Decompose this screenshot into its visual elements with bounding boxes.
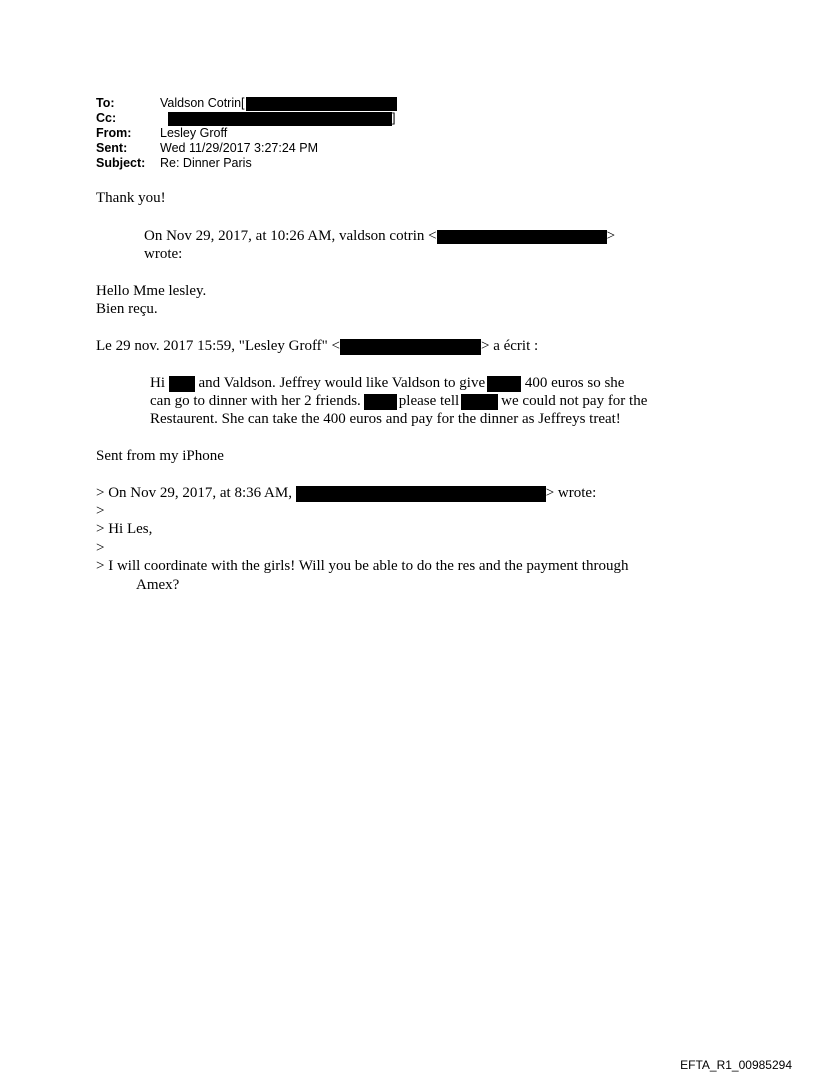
subject-value: Re: Dinner Paris	[160, 156, 252, 170]
redaction-bar	[461, 394, 498, 410]
redaction-bar	[487, 376, 521, 392]
to-label: To:	[96, 96, 115, 110]
para-we: we could not pay for the	[501, 393, 648, 409]
from-value: Lesley Groff	[160, 126, 228, 140]
le29-line	[96, 337, 538, 355]
hello-line: Hello Mme lesley.	[96, 283, 207, 299]
quote2-wrote: > wrote:	[545, 485, 597, 501]
quote2-hi: > Hi Les,	[96, 521, 153, 537]
quote2-gt2: >	[96, 540, 105, 556]
redaction-bar	[168, 112, 392, 126]
quote2-will: > I will coordinate with the girls! Will you be able to do the res and the payment through	[96, 558, 629, 574]
para-please: please tell	[398, 393, 460, 409]
sent-from-line: Sent from my iPhone	[96, 448, 224, 464]
redaction-bar	[169, 376, 195, 392]
le29-text: Le 29 nov. 2017 15:59, "Lesley Groff" <	[96, 338, 340, 354]
para-line1	[150, 374, 624, 392]
from-row	[96, 126, 397, 141]
cc-close-bracket: ]	[392, 111, 396, 125]
quote1-line2: wrote:	[144, 246, 183, 262]
from-label: From:	[96, 126, 132, 140]
sent-value: Wed 11/29/2017 3:27:24 PM	[160, 141, 318, 155]
le29-tail: > a écrit :	[481, 338, 539, 354]
bien-line: Bien reçu.	[96, 301, 158, 317]
redaction-bar	[364, 394, 397, 410]
to-row	[96, 96, 397, 111]
quote1-close: >	[606, 228, 616, 244]
to-value: Valdson Cotrin[	[160, 96, 245, 110]
para-line3: Restaurent. She can take the 400 euros and pay for the dinner as Jeffreys treat!	[150, 411, 621, 427]
para-and: and Valdson. Jeffrey would like Valdson to give	[198, 375, 486, 391]
redaction-bar	[340, 339, 481, 355]
cc-label: Cc:	[96, 111, 117, 125]
quote2-amex: Amex?	[136, 577, 180, 593]
redaction-bar	[246, 97, 397, 111]
para-hi: Hi	[150, 375, 165, 391]
quote1-text: On Nov 29, 2017, at 10:26 AM, valdson cotrin <	[144, 228, 437, 244]
redaction-bar	[437, 230, 607, 244]
sent-label: Sent:	[96, 141, 128, 155]
redaction-bar	[296, 486, 546, 502]
para-line2	[150, 392, 647, 410]
email-header	[96, 96, 397, 171]
quote2-gt1: >	[96, 503, 105, 519]
quote2-on-text: > On Nov 29, 2017, at 8:36 AM,	[96, 485, 292, 501]
sent-row	[96, 141, 397, 156]
quote2-on-line	[96, 484, 596, 502]
document-id: EFTA_R1_00985294	[680, 1058, 792, 1072]
para-can: can go to dinner with her 2 friends.	[150, 393, 361, 409]
subject-label: Subject:	[96, 156, 146, 170]
cc-row	[96, 111, 397, 126]
quote1-line1	[144, 227, 615, 245]
subject-row	[96, 156, 397, 171]
para-400: 400 euros so she	[524, 375, 625, 391]
thanks-line: Thank you!	[96, 190, 166, 206]
